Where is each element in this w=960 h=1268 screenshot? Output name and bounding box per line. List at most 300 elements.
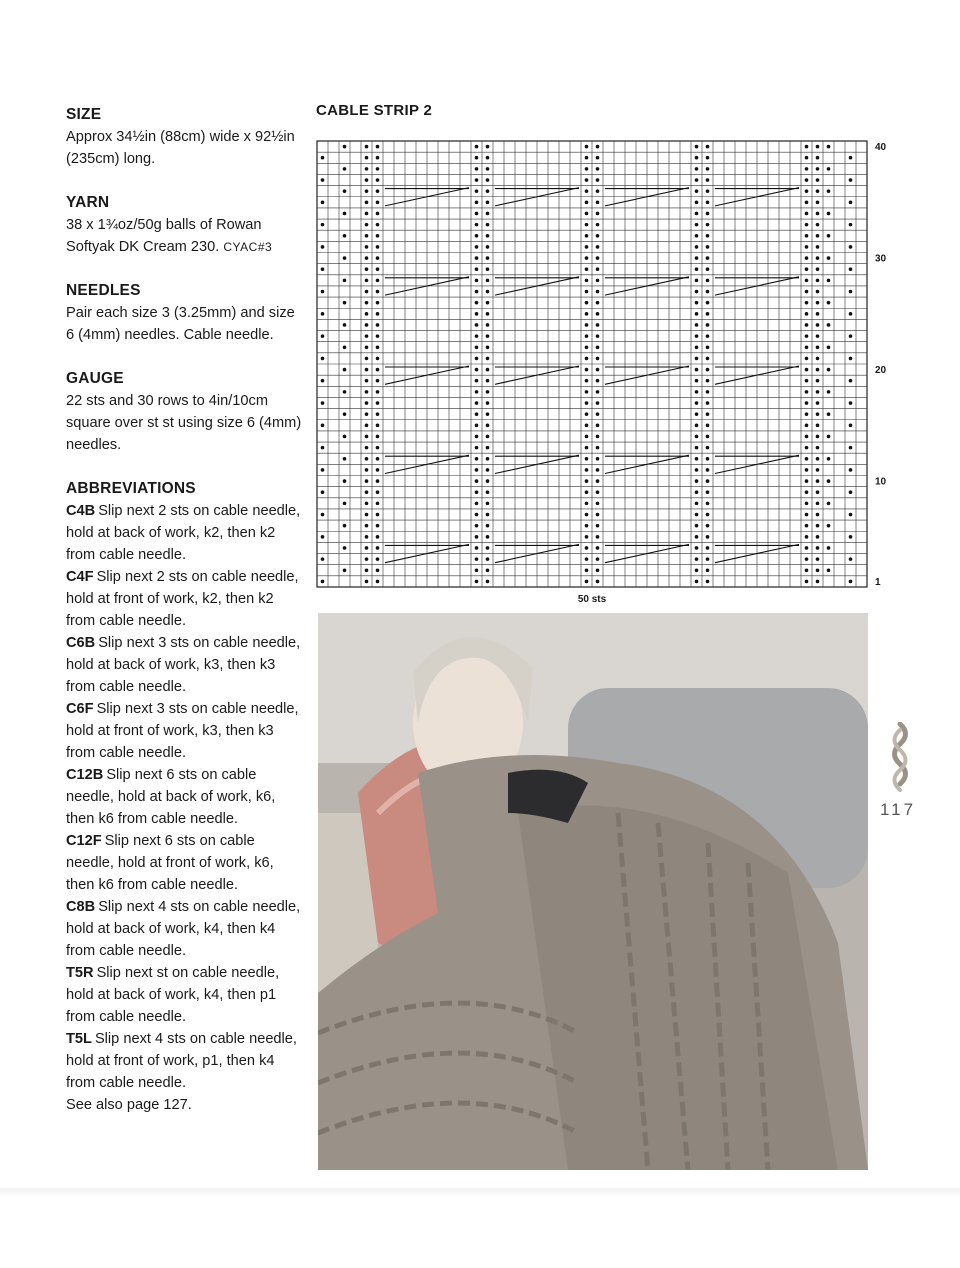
purl-dot <box>365 379 369 383</box>
purl-dot <box>805 290 809 294</box>
purl-dot <box>596 390 600 394</box>
purl-dot <box>805 256 809 260</box>
purl-dot <box>695 457 699 461</box>
purl-dot <box>816 557 820 561</box>
purl-dot <box>365 189 369 193</box>
purl-dot <box>585 412 589 416</box>
purl-dot <box>849 267 853 271</box>
purl-dot <box>376 245 380 249</box>
purl-dot <box>706 457 710 461</box>
purl-dot <box>321 446 325 450</box>
purl-dot <box>695 357 699 361</box>
purl-dot <box>475 279 479 283</box>
purl-dot <box>376 580 380 584</box>
purl-dot <box>827 167 831 171</box>
photo-image <box>318 613 868 1170</box>
abbreviation-text: Slip next 4 sts on cable needle, hold at front of work, p1, then k4 from cable needle. <box>66 1031 297 1091</box>
purl-dot <box>486 424 490 428</box>
abbreviation-code: C4F <box>66 569 94 585</box>
purl-dot <box>816 201 820 205</box>
yarn-description: 38 x 1¾oz/50g balls of Rowan Softyak DK Cream 230. <box>66 217 262 255</box>
purl-dot <box>475 580 479 584</box>
purl-dot <box>486 234 490 238</box>
purl-dot <box>827 345 831 349</box>
row-label: 10 <box>875 476 887 488</box>
purl-dot <box>376 234 380 238</box>
purl-dot <box>585 145 589 149</box>
purl-dot <box>706 167 710 171</box>
purl-dot <box>585 546 589 550</box>
purl-dot <box>805 412 809 416</box>
purl-dot <box>585 435 589 439</box>
purl-dot <box>585 201 589 205</box>
purl-dot <box>695 412 699 416</box>
purl-dot <box>585 379 589 383</box>
abbreviation-text: Slip next 2 sts on cable needle, hold at front of work, k2, then k2 from cable needle. <box>66 569 299 629</box>
purl-dot <box>816 189 820 193</box>
purl-dot <box>695 368 699 372</box>
abbreviation-code: T5R <box>66 965 94 981</box>
purl-dot <box>596 535 600 539</box>
purl-dot <box>706 435 710 439</box>
purl-dot <box>486 178 490 182</box>
purl-dot <box>816 312 820 316</box>
purl-dot <box>585 580 589 584</box>
purl-dot <box>695 234 699 238</box>
purl-dot <box>486 301 490 305</box>
purl-dot <box>365 535 369 539</box>
purl-dot <box>321 290 325 294</box>
purl-dot <box>475 345 479 349</box>
gauge-section <box>66 368 302 456</box>
abbreviations-heading: ABBREVIATIONS <box>66 480 196 497</box>
purl-dot <box>475 323 479 327</box>
pattern-info <box>66 104 302 1138</box>
purl-dot <box>475 145 479 149</box>
purl-dot <box>805 502 809 506</box>
purl-dot <box>475 368 479 372</box>
purl-dot <box>695 401 699 405</box>
purl-dot <box>585 502 589 506</box>
purl-dot <box>365 468 369 472</box>
purl-dot <box>376 490 380 494</box>
purl-dot <box>486 323 490 327</box>
abbreviation-text: Slip next 3 sts on cable needle, hold at front of work, k3, then k3 from cable needle. <box>66 701 299 761</box>
purl-dot <box>805 312 809 316</box>
purl-dot <box>376 390 380 394</box>
purl-dot <box>596 502 600 506</box>
purl-dot <box>376 301 380 305</box>
abbreviation-code: C6B <box>66 635 96 651</box>
purl-dot <box>596 201 600 205</box>
purl-dot <box>585 457 589 461</box>
purl-dot <box>343 212 347 216</box>
purl-dot <box>486 345 490 349</box>
purl-dot <box>475 234 479 238</box>
purl-dot <box>816 167 820 171</box>
purl-dot <box>695 468 699 472</box>
purl-dot <box>805 234 809 238</box>
purl-dot <box>695 323 699 327</box>
purl-dot <box>486 245 490 249</box>
purl-dot <box>816 368 820 372</box>
purl-dot <box>365 446 369 450</box>
purl-dot <box>486 279 490 283</box>
purl-dot <box>596 457 600 461</box>
purl-dot <box>827 189 831 193</box>
purl-dot <box>376 502 380 506</box>
purl-dot <box>816 301 820 305</box>
purl-dot <box>376 334 380 338</box>
purl-dot <box>827 368 831 372</box>
purl-dot <box>695 290 699 294</box>
purl-dot <box>343 167 347 171</box>
row-label: 30 <box>875 253 887 265</box>
purl-dot <box>475 502 479 506</box>
purl-dot <box>365 502 369 506</box>
purl-dot <box>343 323 347 327</box>
purl-dot <box>376 368 380 372</box>
purl-dot <box>321 312 325 316</box>
purl-dot <box>596 368 600 372</box>
chart-grid <box>317 141 867 587</box>
purl-dot <box>376 568 380 572</box>
purl-dot <box>849 379 853 383</box>
purl-dot <box>706 502 710 506</box>
purl-dot <box>805 357 809 361</box>
purl-dot <box>486 379 490 383</box>
purl-dot <box>365 145 369 149</box>
purl-dot <box>321 357 325 361</box>
purl-dot <box>585 167 589 171</box>
purl-dot <box>596 357 600 361</box>
purl-dot <box>486 357 490 361</box>
purl-dot <box>376 156 380 160</box>
abbreviation-item <box>66 632 302 698</box>
purl-dot <box>475 524 479 528</box>
purl-dot <box>585 279 589 283</box>
purl-dot <box>486 201 490 205</box>
purl-dot <box>805 167 809 171</box>
purl-dot <box>486 468 490 472</box>
purl-dot <box>805 223 809 227</box>
purl-dot <box>365 490 369 494</box>
purl-dot <box>475 379 479 383</box>
purl-dot <box>486 390 490 394</box>
purl-dot <box>805 345 809 349</box>
purl-dot <box>475 223 479 227</box>
purl-dot <box>475 301 479 305</box>
purl-dot <box>365 279 369 283</box>
purl-dot <box>849 290 853 294</box>
purl-dot <box>695 201 699 205</box>
purl-dot <box>596 435 600 439</box>
purl-dot <box>695 379 699 383</box>
purl-dot <box>816 524 820 528</box>
purl-dot <box>475 457 479 461</box>
purl-dot <box>827 212 831 216</box>
purl-dot <box>816 245 820 249</box>
purl-dot <box>706 234 710 238</box>
purl-dot <box>816 535 820 539</box>
needles-heading: NEEDLES <box>66 282 141 299</box>
purl-dot <box>805 156 809 160</box>
purl-dot <box>816 568 820 572</box>
purl-dot <box>486 435 490 439</box>
purl-dot <box>805 189 809 193</box>
row-label: 40 <box>875 142 887 154</box>
purl-dot <box>376 412 380 416</box>
purl-dot <box>706 401 710 405</box>
purl-dot <box>849 446 853 450</box>
purl-dot <box>695 223 699 227</box>
abbreviation-item <box>66 962 302 1028</box>
purl-dot <box>596 189 600 193</box>
purl-dot <box>321 401 325 405</box>
purl-dot <box>376 223 380 227</box>
purl-dot <box>849 201 853 205</box>
purl-dot <box>695 256 699 260</box>
purl-dot <box>596 212 600 216</box>
knitting-chart <box>310 134 900 608</box>
purl-dot <box>596 312 600 316</box>
purl-dot <box>849 535 853 539</box>
purl-dot <box>596 290 600 294</box>
purl-dot <box>365 234 369 238</box>
purl-dot <box>343 457 347 461</box>
purl-dot <box>585 513 589 517</box>
purl-dot <box>706 568 710 572</box>
purl-dot <box>365 256 369 260</box>
purl-dot <box>376 290 380 294</box>
purl-dot <box>486 535 490 539</box>
purl-dot <box>695 156 699 160</box>
purl-dot <box>816 513 820 517</box>
purl-dot <box>475 435 479 439</box>
page-number: 117 <box>879 800 917 819</box>
purl-dot <box>805 468 809 472</box>
purl-dot <box>706 546 710 550</box>
row-label: 1 <box>875 576 881 588</box>
purl-dot <box>585 212 589 216</box>
purl-dot <box>596 446 600 450</box>
purl-dot <box>475 412 479 416</box>
purl-dot <box>376 557 380 561</box>
abbreviation-code: C12B <box>66 767 104 783</box>
abbreviation-code: C12F <box>66 833 102 849</box>
purl-dot <box>365 479 369 483</box>
purl-dot <box>486 546 490 550</box>
purl-dot <box>486 212 490 216</box>
purl-dot <box>706 345 710 349</box>
purl-dot <box>486 412 490 416</box>
purl-dot <box>816 479 820 483</box>
purl-dot <box>805 424 809 428</box>
purl-dot <box>695 568 699 572</box>
purl-dot <box>585 312 589 316</box>
purl-dot <box>706 145 710 149</box>
purl-dot <box>596 401 600 405</box>
purl-dot <box>827 568 831 572</box>
purl-dot <box>486 167 490 171</box>
purl-dot <box>376 267 380 271</box>
purl-dot <box>585 479 589 483</box>
purl-dot <box>695 513 699 517</box>
purl-dot <box>849 223 853 227</box>
purl-dot <box>706 323 710 327</box>
purl-dot <box>321 490 325 494</box>
purl-dot <box>816 546 820 550</box>
purl-dot <box>805 546 809 550</box>
purl-dot <box>343 279 347 283</box>
purl-dot <box>706 156 710 160</box>
abbreviation-item <box>66 830 302 896</box>
purl-dot <box>321 557 325 561</box>
purl-dot <box>816 435 820 439</box>
purl-dot <box>816 178 820 182</box>
purl-dot <box>475 568 479 572</box>
purl-dot <box>475 201 479 205</box>
purl-dot <box>365 557 369 561</box>
yarn-heading: YARN <box>66 194 110 211</box>
purl-dot <box>706 379 710 383</box>
purl-dot <box>827 301 831 305</box>
abbreviation-text: Slip next 6 sts on cable needle, hold at front of work, k6, then k6 from cable needle. <box>66 833 274 893</box>
abbreviations-list <box>66 500 302 1116</box>
purl-dot <box>695 279 699 283</box>
purl-dot <box>816 446 820 450</box>
purl-dot <box>805 435 809 439</box>
purl-dot <box>827 479 831 483</box>
purl-dot <box>321 424 325 428</box>
purl-dot <box>695 312 699 316</box>
purl-dot <box>475 267 479 271</box>
purl-dot <box>706 390 710 394</box>
purl-dot <box>827 279 831 283</box>
purl-dot <box>376 524 380 528</box>
purl-dot <box>805 178 809 182</box>
purl-dot <box>585 568 589 572</box>
purl-dot <box>376 535 380 539</box>
purl-dot <box>321 178 325 182</box>
purl-dot <box>365 301 369 305</box>
purl-dot <box>596 156 600 160</box>
purl-dot <box>816 490 820 494</box>
purl-dot <box>365 435 369 439</box>
purl-dot <box>695 446 699 450</box>
purl-dot <box>343 390 347 394</box>
purl-dot <box>321 156 325 160</box>
purl-dot <box>706 446 710 450</box>
purl-dot <box>596 490 600 494</box>
purl-dot <box>376 424 380 428</box>
purl-dot <box>706 267 710 271</box>
purl-dot <box>827 524 831 528</box>
purl-dot <box>805 145 809 149</box>
purl-dot <box>365 524 369 528</box>
abbreviation-text: Slip next 3 sts on cable needle, hold at back of work, k3, then k3 from cable needle. <box>66 635 301 695</box>
abbreviation-item <box>66 698 302 764</box>
purl-dot <box>596 178 600 182</box>
purl-dot <box>816 323 820 327</box>
purl-dot <box>365 323 369 327</box>
purl-dot <box>365 513 369 517</box>
purl-dot <box>706 279 710 283</box>
abbreviation-text: Slip next 6 sts on cable needle, hold at back of work, k6, then k6 from cable needle. <box>66 767 276 827</box>
purl-dot <box>486 479 490 483</box>
purl-dot <box>365 368 369 372</box>
stitch-count-label: 50 sts <box>577 594 607 605</box>
purl-dot <box>365 156 369 160</box>
purl-dot <box>816 212 820 216</box>
purl-dot <box>321 379 325 383</box>
purl-dot <box>365 457 369 461</box>
purl-dot <box>475 156 479 160</box>
purl-dot <box>365 178 369 182</box>
purl-dot <box>321 223 325 227</box>
purl-dot <box>585 189 589 193</box>
purl-dot <box>805 390 809 394</box>
purl-dot <box>596 513 600 517</box>
purl-dot <box>695 490 699 494</box>
purl-dot <box>343 256 347 260</box>
purl-dot <box>376 178 380 182</box>
purl-dot <box>475 401 479 405</box>
purl-dot <box>486 368 490 372</box>
purl-dot <box>475 535 479 539</box>
purl-dot <box>805 301 809 305</box>
size-text: Approx 34½in (88cm) wide x 92½in (235cm) long. <box>66 129 295 167</box>
purl-dot <box>849 401 853 405</box>
purl-dot <box>486 502 490 506</box>
purl-dot <box>805 446 809 450</box>
purl-dot <box>805 401 809 405</box>
abbreviation-code: C6F <box>66 701 94 717</box>
purl-dot <box>343 435 347 439</box>
purl-dot <box>695 390 699 394</box>
purl-dot <box>486 580 490 584</box>
purl-dot <box>827 323 831 327</box>
purl-dot <box>706 580 710 584</box>
purl-dot <box>376 479 380 483</box>
purl-dot <box>816 502 820 506</box>
purl-dot <box>596 379 600 383</box>
purl-dot <box>376 145 380 149</box>
purl-dot <box>816 279 820 283</box>
purl-dot <box>343 524 347 528</box>
purl-dot <box>596 568 600 572</box>
purl-dot <box>695 345 699 349</box>
purl-dot <box>816 379 820 383</box>
purl-dot <box>816 256 820 260</box>
purl-dot <box>343 546 347 550</box>
purl-dot <box>585 245 589 249</box>
purl-dot <box>816 234 820 238</box>
gauge-heading: GAUGE <box>66 370 124 387</box>
purl-dot <box>585 557 589 561</box>
purl-dot <box>816 457 820 461</box>
purl-dot <box>486 290 490 294</box>
purl-dot <box>816 334 820 338</box>
purl-dot <box>596 234 600 238</box>
purl-dot <box>706 256 710 260</box>
purl-dot <box>816 223 820 227</box>
purl-dot <box>343 479 347 483</box>
purl-dot <box>706 557 710 561</box>
purl-dot <box>706 424 710 428</box>
purl-dot <box>376 435 380 439</box>
purl-dot <box>475 256 479 260</box>
